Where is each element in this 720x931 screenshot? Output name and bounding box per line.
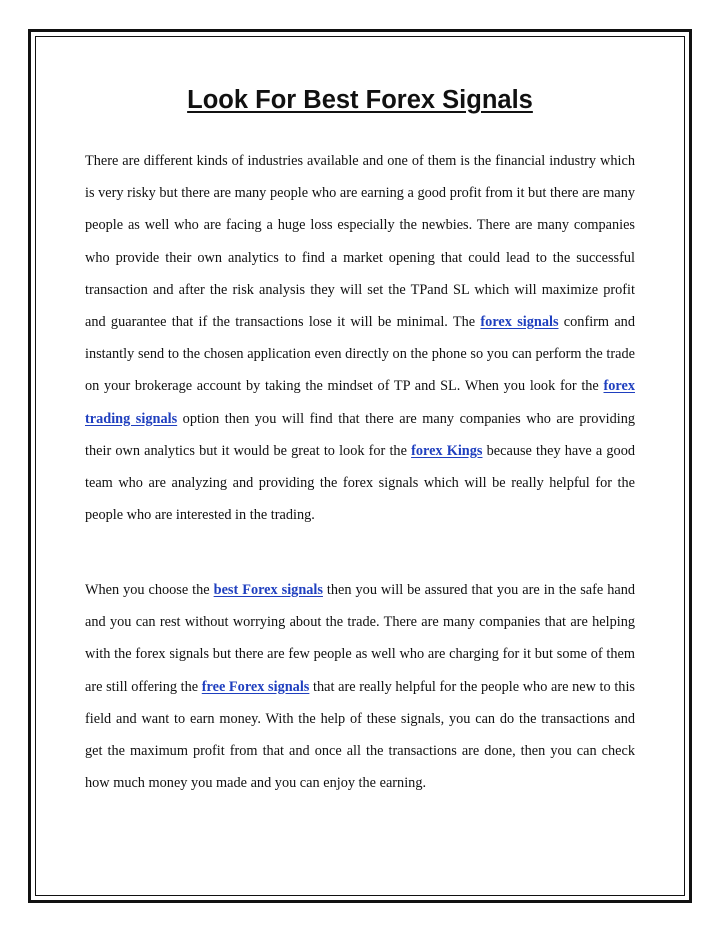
link-forex-kings[interactable]: forex Kings: [411, 442, 483, 459]
paragraph-2: [85, 574, 635, 799]
paragraph-2-text-3: that are really helpful for the people who are new to this field and want to earn money. With the help of these signals, you can do the transactions and get the maximum profit from that and once all the transactions are done, then you can check how much money you made and you can enjoy the earning.: [85, 678, 635, 792]
paragraph-2-text-2: then you will be assured that you are in the safe hand and you can rest without worrying about the trade. There are many companies that are helping with the forex signals but there are few people as well who are charging for it but some of them are still offering the: [85, 582, 635, 695]
paragraph-1: [85, 145, 635, 531]
paragraph-1-text-3: option then you will find that there are many companies who are providing their own analytics but it would be great to look for the: [85, 410, 635, 459]
link-free-forex-signals[interactable]: free Forex signals: [201, 678, 310, 695]
paragraph-2-text-1: When you choose the: [85, 582, 214, 598]
paragraph-1-text-2: confirm and instantly send to the chosen application even directly on the phone so you can perform the trade on your brokerage account by taking the mindset of TP and SL. When you look for the: [85, 314, 635, 395]
link-best-forex-signals[interactable]: best Forex signals: [213, 582, 323, 598]
paragraph-1-text-1: There are different kinds of industries available and one of them is the financial industry which is very risky but there are many people who are earning a good profit from it but there are many people as well who are facing a huge loss especially the newbies. There are many companies who provide their own analytics to find a market opening that could lead to the successful transaction and after the risk analysis they will set the TPand SL which will maximize profit and guarantee that if the transactions lose it will be minimal. The: [85, 153, 635, 331]
link-forex-signals[interactable]: forex signals: [480, 314, 559, 331]
page-title: Look For Best Forex Signals: [187, 86, 533, 114]
link-forex-trading-signals[interactable]: forex trading signals: [85, 378, 635, 427]
paragraph-1-text-4: because they have a good team who are analyzing and providing the forex signals which will be really helpful for the people who are interested in the trading.: [85, 442, 635, 524]
